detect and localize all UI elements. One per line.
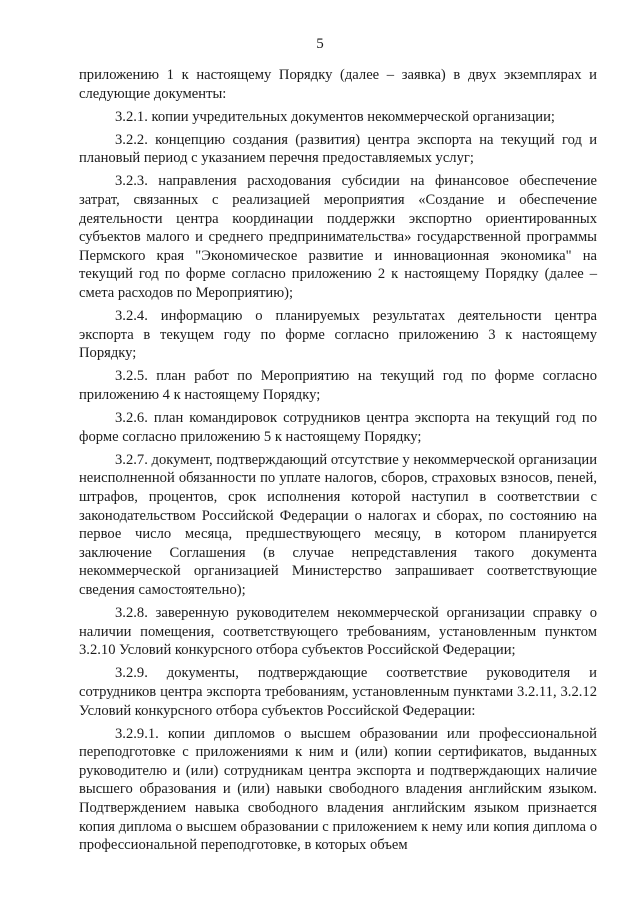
paragraph-3-2-5: 3.2.5. план работ по Мероприятию на текущий год по форме согласно приложению 4 к настоящему Порядку; [79,368,597,403]
page-number: 5 [316,36,324,52]
paragraph-3-2-8: 3.2.8. заверенную руководителем некоммерческой организации справку о наличии помещения, соответствующего требованиям, установленным пунктом 3.2.10 Условий конкурсного отбора субъектов Российской Федерации; [79,605,597,659]
paragraph-3-2-6: 3.2.6. план командировок сотрудников центра экспорта на текущий год по форме согласно приложению 5 к настоящему Порядку; [79,410,597,445]
paragraph-continuation: приложению 1 к настоящему Порядку (далее – заявка) в двух экземплярах и следующие документы: [79,67,597,102]
paragraph-3-2-9-1: 3.2.9.1. копии дипломов о высшем образовании или профессиональной переподготовке с приложениями к ним и (или) копии сертификатов, выданных руководителю и (или) сотрудникам центра экспорта и подтверждающих наличие высшего образования и (или) навыки свободного владения английским языком. Подтверждением навыка свободного владения английским языком признается копия диплома о высшем образовании с приложением к нему или копия диплома о профессиональной переподготовке, в которых объем [79,725,597,854]
paragraph-3-2-7: 3.2.7. документ, подтверждающий отсутствие у некоммерческой организации неисполненной обязанности по уплате налогов, сборов, страховых взносов, пеней, штрафов, процентов, срок исполнения которой наступил в соответствии с законодательством Российской Федерации о налогах и сборах, по состоянию на первое число месяца, предшествующего месяцу, в котором планируется заключение Соглашения (в случае непредставления такого документа некоммерческой организацией Министерство запрашивает соответствующие сведения самостоятельно); [79,451,597,598]
paragraph-3-2-4: 3.2.4. информацию о планируемых результатах деятельности центра экспорта в текущем году по форме согласно приложению 3 к настоящему Порядку; [79,308,597,362]
paragraph-3-2-3: 3.2.3. направления расходования субсидии на финансовое обеспечение затрат, связанных с реализацией мероприятия «Создание и обеспечение деятельности центра координации поддержки экспортно ориентированных субъектов малого и среднего предпринимательства» государственной программы Пермского края "Экономическое развитие и инновационная экономика" на текущий год по форме согласно приложению 2 к настоящему Порядку (далее – смета расходов по Мероприятию); [79,173,597,302]
paragraph-3-2-9: 3.2.9. документы, подтверждающие соответствие руководителя и сотрудников центра экспорта требованиям, установленным пунктами 3.2.11, 3.2.12 Условий конкурсного отбора субъектов Российской Федерации: [79,665,597,719]
document-body [79,66,597,859]
paragraph-3-2-2: 3.2.2. концепцию создания (развития) центра экспорта на текущий год и плановый период с указанием перечня предоставляемых услуг; [79,131,597,167]
paragraph-3-2-1: 3.2.1. копии учредительных документов некоммерческой организации; [115,108,555,125]
